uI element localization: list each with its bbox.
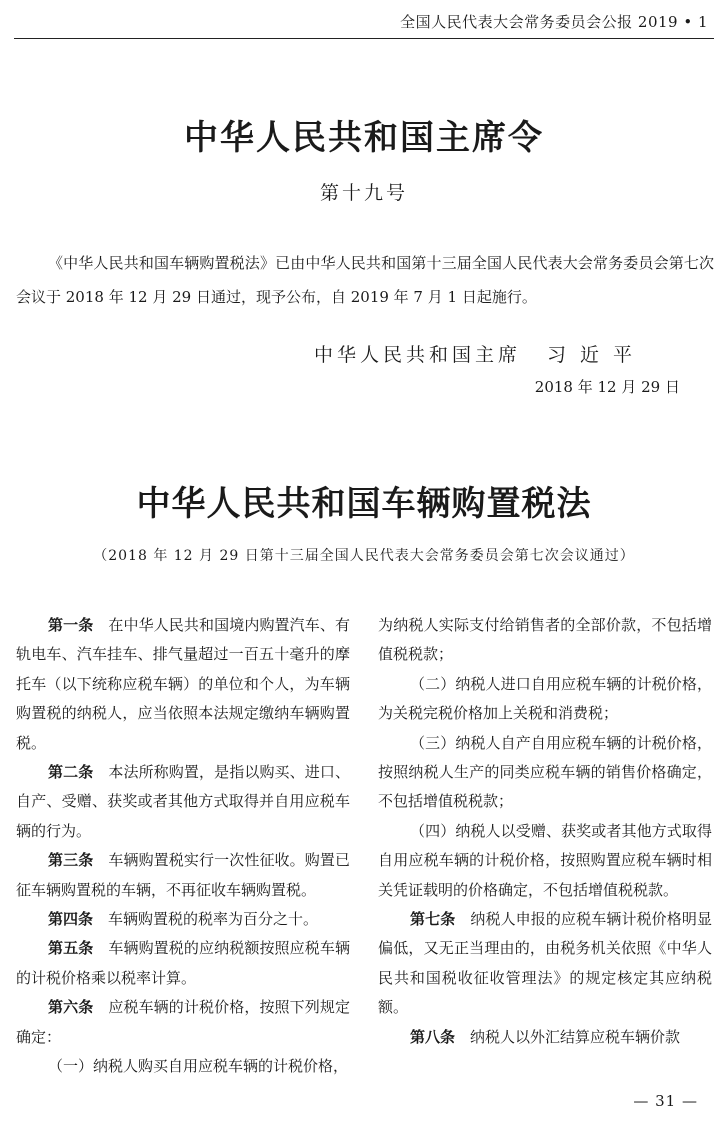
article-1 — [16, 611, 350, 758]
journal-header — [14, 0, 714, 39]
article-text: 应税车辆的计税价格，按照下列规定确定： — [16, 998, 350, 1046]
article-label: 第三条 — [48, 851, 94, 870]
article-6-item-1 — [16, 1052, 350, 1081]
article-text: 车辆购置税实行一次性征收。购置已征车辆购置税的车辆，不再征收车辆购置税。 — [16, 851, 350, 899]
article-7 — [378, 905, 712, 1023]
article-text: （三）纳税人自产自用应税车辆的计税价格，按照纳税人生产的同类应税车辆的销售价格确定，不包括增值税税款； — [378, 733, 712, 811]
law-left-column — [16, 611, 350, 1082]
sign-date: 2018 年 12 月 29 日 — [534, 378, 680, 396]
article-label: 第六条 — [48, 998, 94, 1017]
signer-block — [314, 340, 646, 367]
article-text: 纳税人申报的应税车辆计税价格明显偏低，又无正当理由的，由税务机关依照《中华人民共和国税收征收管理法》的规定核定其应纳税额。 — [378, 910, 712, 1017]
article-label: 第一条 — [48, 616, 94, 634]
article-6-item-3 — [378, 729, 712, 817]
article-4 — [16, 905, 350, 934]
order-title: 中华人民共和国主席令 — [184, 118, 544, 158]
article-text: （二）纳税人进口自用应税车辆的计税价格，为关税完税价格加上关税和消费税； — [378, 674, 712, 723]
article-label: 第七条 — [410, 910, 456, 929]
article-text: （一）纳税人购买自用应税车辆的计税价格， — [48, 1057, 349, 1076]
article-label: 第八条 — [410, 1027, 456, 1046]
page-number: — 31 — — [633, 1092, 698, 1110]
article-6 — [16, 993, 350, 1052]
article-6-item-4 — [378, 817, 712, 905]
signer-title: 中华人民共和国主席 — [313, 344, 521, 366]
article-text: 车辆购置税的税率为百分之十。 — [108, 910, 319, 929]
article-3 — [16, 846, 350, 905]
article-2 — [16, 758, 350, 846]
article-5 — [16, 934, 350, 993]
signer-name: 习近平 — [546, 344, 646, 366]
article-text: （四）纳税人以受赠、获奖或者其他方式取得自用应税车辆的计税价格，按照购置应税车辆时相关凭证载明的价格确定，不包括增值税税款。 — [378, 821, 712, 899]
article-text: 车辆购置税的应纳税额按照应税车辆的计税价格乘以税率计算。 — [16, 939, 350, 987]
article-text: 在中华人民共和国境内购置汽车、有轨电车、汽车挂车、排气量超过一百五十毫升的摩托车（以下统称应税车辆）的单位和个人，为车辆购置税的纳税人，应当依照本法规定缴纳车辆购置税。 — [16, 616, 350, 752]
article-label: 第二条 — [48, 763, 94, 782]
article-label: 第四条 — [48, 910, 94, 929]
article-text: 本法所称购置，是指以购买、进口、自产、受赠、获奖或者其他方式取得并自用应税车辆的行为。 — [16, 763, 350, 840]
article-6-item-1-continued: 为纳税人实际支付给销售者的全部价款，不包括增值税税款； — [378, 616, 712, 664]
order-number: 第十九号 — [319, 182, 408, 204]
law-subtitle: （2018 年 12 月 29 日第十三届全国人民代表大会常务委员会第七次会议通过） — [93, 548, 635, 564]
order-body: 《中华人民共和国车辆购置税法》已由中华人民共和国第十三届全国人民代表大会常务委员会第七次会议于 2018 年 12 月 29 日通过，现予公布，自 2019 年 7 月 1 日起施行。 — [16, 254, 714, 306]
journal-header-text: 全国人民代表大会常务委员会公报 2019 • 1 — [400, 13, 708, 31]
article-8 — [378, 1023, 712, 1052]
law-right-column — [378, 611, 712, 1052]
article-label: 第五条 — [48, 939, 94, 958]
article-text: 纳税人以外汇结算应税车辆价款 — [470, 1027, 681, 1046]
law-title: 中华人民共和国车辆购置税法 — [136, 484, 592, 524]
article-6-item-2 — [378, 670, 712, 729]
